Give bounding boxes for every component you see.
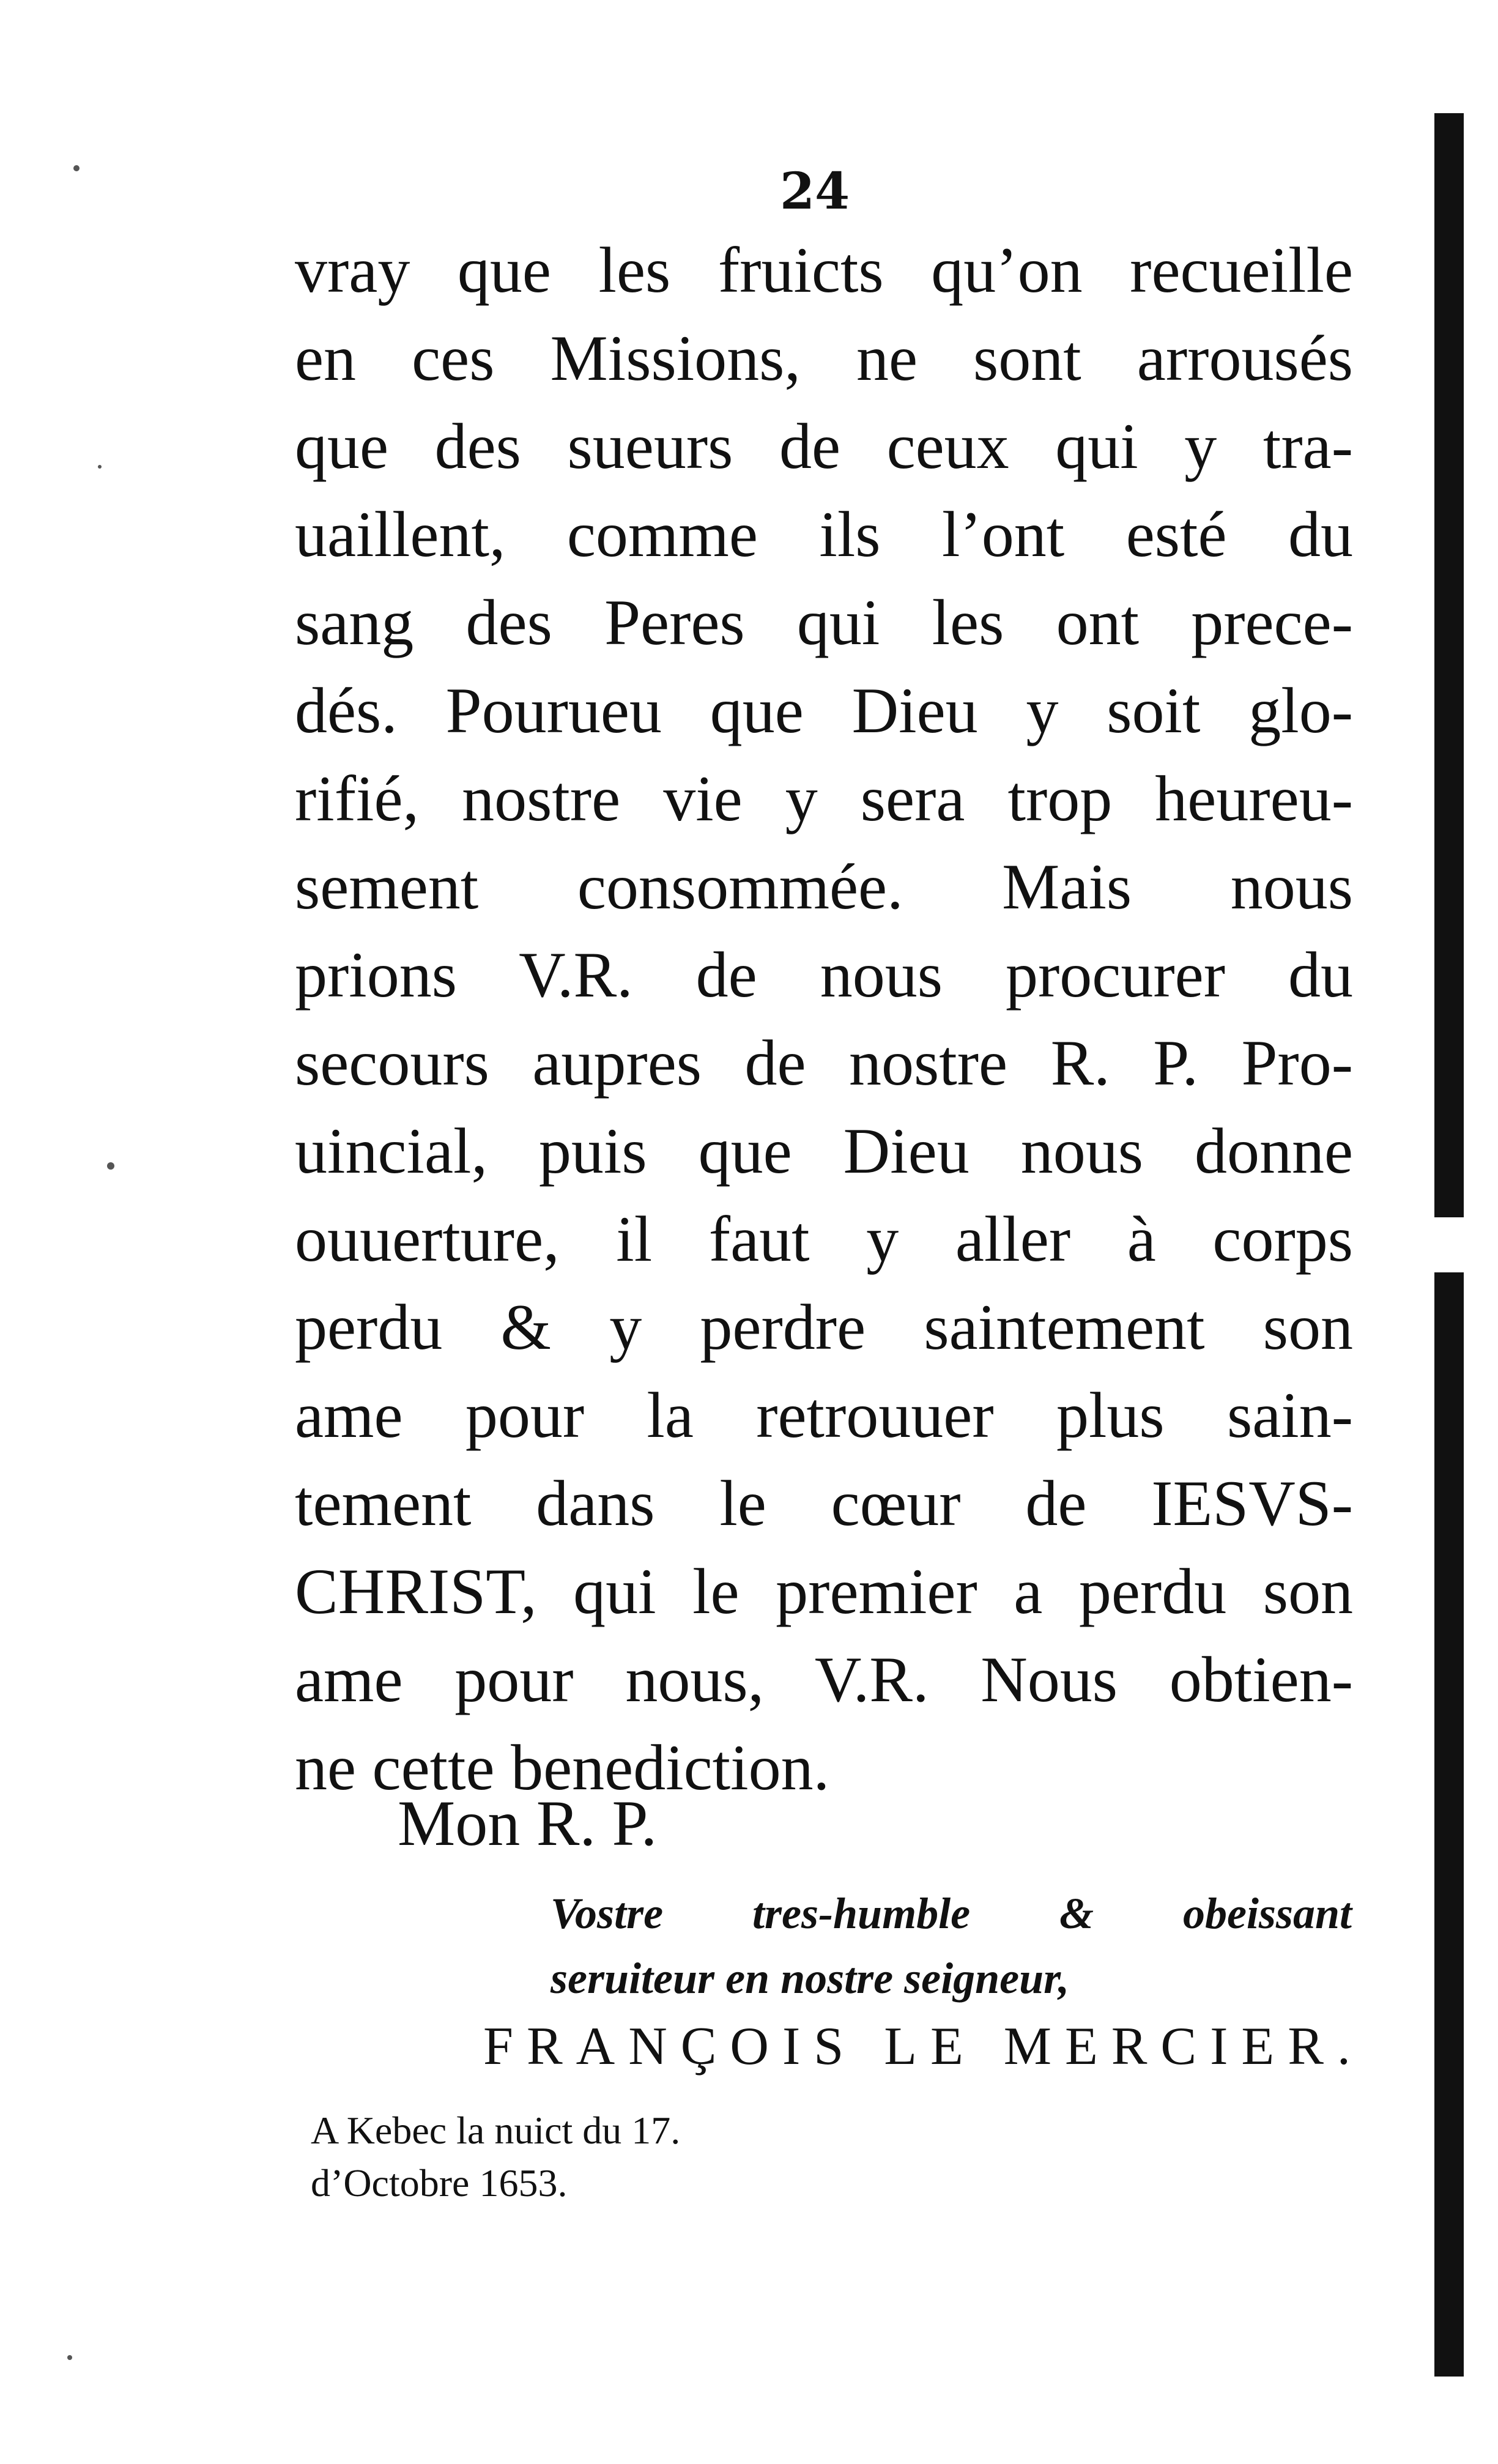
text-line: CHRIST, qui le premier a perdu son <box>295 1556 1353 1627</box>
text-line: en ces Missions, ne sont arrousés <box>295 322 1353 394</box>
text-line: uincial, puis que Dieu nous donne <box>295 1115 1353 1187</box>
margin-speck <box>107 1162 114 1170</box>
text-line: ame pour nous, V.R. Nous obtien- <box>295 1644 1353 1715</box>
salutation: Mon R. P. <box>398 1787 658 1859</box>
dateline <box>311 2104 680 2210</box>
dateline-line: A Kebec la nuict du 17. <box>311 2109 681 2152</box>
subscription <box>551 1881 1352 2011</box>
signature: FRANÇOIS LE MERCIER. <box>483 2017 1364 2076</box>
binding-edge-gap <box>1425 1217 1474 1272</box>
subscription-line: Vostre tres-humble & obeissant <box>551 1889 1352 1938</box>
text-line: sement consommée. Mais nous <box>295 851 1353 922</box>
margin-speck <box>73 165 80 171</box>
text-line: secours aupres de nostre R. P. Pro- <box>295 1027 1353 1099</box>
text-line: ouuerture, il faut y aller à corps <box>295 1203 1353 1275</box>
text-line: uaillent, comme ils l’ont esté du <box>295 499 1353 570</box>
dateline-line: d’Octobre 1653. <box>311 2161 568 2205</box>
margin-speck <box>98 465 102 469</box>
subscription-line: seruiteur en nostre seigneur, <box>551 1954 1070 2003</box>
text-line: ame pour la retrouuer plus sain- <box>295 1379 1353 1451</box>
text-line: rifié, nostre vie y sera trop heureu- <box>295 763 1353 834</box>
text-line: tement dans le cœur de IESVS- <box>295 1468 1353 1539</box>
body-text <box>295 226 1353 1812</box>
text-line: dés. Pourueu que Dieu y soit glo- <box>295 675 1353 746</box>
text-line: prions V.R. de nous procurer du <box>295 939 1353 1011</box>
text-line: sang des Peres qui les ont prece- <box>295 587 1353 658</box>
text-line: perdu & y perdre saintement son <box>295 1291 1353 1363</box>
text-line: vray que les fruicts qu’on recueille <box>295 234 1353 306</box>
page-number: 24 <box>780 162 850 221</box>
margin-speck <box>67 2355 72 2360</box>
text-line: ne cette benediction. <box>295 1732 830 1803</box>
text-line: que des sueurs de ceux qui y tra- <box>295 410 1353 482</box>
